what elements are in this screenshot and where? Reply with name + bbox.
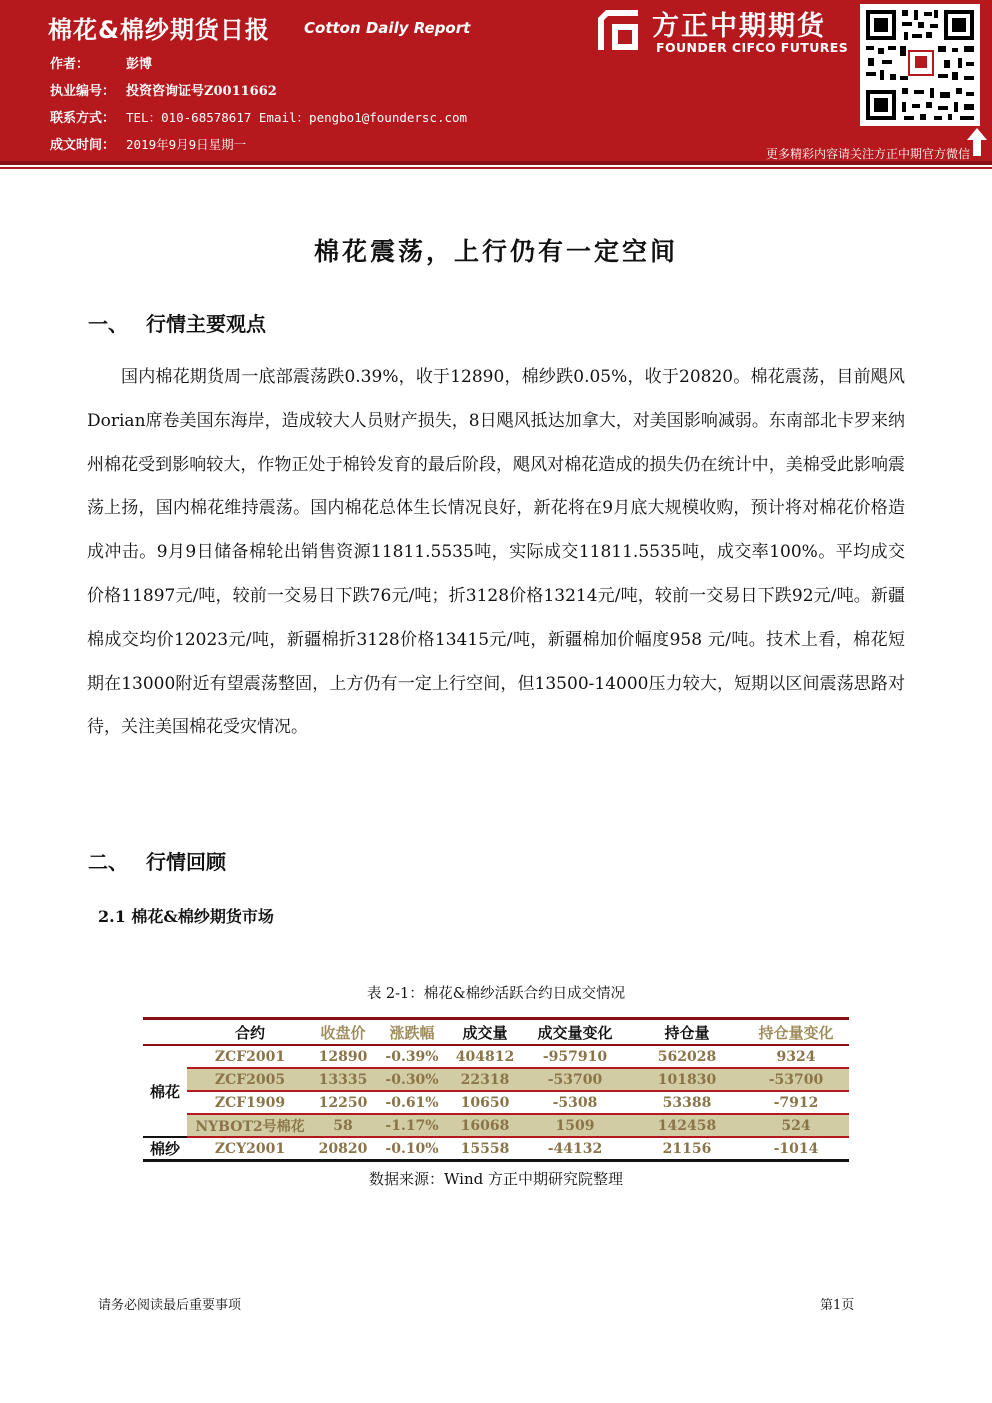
license-number: 投资咨询证号Z0011662 bbox=[126, 84, 277, 99]
author-label: 作者： bbox=[50, 57, 90, 72]
table-cell: -53700 bbox=[519, 1068, 631, 1091]
header-cell: 成交量变化 bbox=[519, 1019, 631, 1046]
table-header-row bbox=[143, 1019, 849, 1046]
footer-disclaimer-note: 请务必阅读最后重要事项 bbox=[98, 1298, 242, 1313]
table-cell: -7912 bbox=[773, 1094, 819, 1111]
date-label: 成文时间： bbox=[50, 138, 116, 153]
license-label: 执业编号： bbox=[50, 84, 116, 99]
section-number: 一、 bbox=[88, 312, 128, 336]
report-title: 棉花&棉纱期货日报 bbox=[48, 16, 270, 44]
section-number: 二、 bbox=[88, 850, 128, 874]
header-cell: 持仓量 bbox=[631, 1019, 743, 1046]
report-subtitle: Cotton Daily Report bbox=[304, 19, 471, 37]
table-cell: 21156 bbox=[631, 1137, 743, 1161]
market-view-paragraph: 国内棉花期货周一底部震荡跌0.39%，收于12890，棉纱跌0.05%，收于20820。棉花震荡，目前飓风Dorian席卷美国东海岸，造成较大人员财产损失，8日飓风抵达加拿大，对美国影响减弱。东南部北卡罗来纳州棉花受到影响较大，作物正处于棉铃发育的最后阶段，飓风对棉花造成的损失仍在统计中，美棉受此影响震荡上扬，国内棉花维持震荡。国内棉花总体生长情况良好，新花将在9月底大规模收购，预计将对棉花价格造成冲击。9月9日储备棉轮出销售资源11811.5535吨，实际成交11811.5535吨，成交率100%。平均成交价格11897元/吨，较前一交易日下跌76元/吨；折3128价格13214元/吨，较前一交易日下跌92元/吨。新疆棉成交均价12023元/吨，新疆棉折3128价格13415元/吨，新疆棉加价幅度958 元/吨。技术上看，棉花短期在13000附近有望震荡整固，上方仍有一定上行空间，但13500-14000压力较大，短期以区间震荡思路对待，关注美国棉花受灾情况。 bbox=[87, 367, 905, 738]
table-row bbox=[143, 1137, 849, 1161]
section-title: 行情主要观点 bbox=[146, 312, 266, 336]
author-name: 彭博 bbox=[126, 57, 153, 72]
table-caption: 表 2-1：棉花&棉纱活跃合约日成交情况 bbox=[366, 986, 626, 1002]
table-cell: 524 bbox=[743, 1114, 849, 1137]
table-cell: 58 bbox=[313, 1114, 373, 1137]
table-cell: 562028 bbox=[657, 1048, 717, 1065]
header-cell: 成交量 bbox=[451, 1019, 519, 1046]
header-cell: 合约 bbox=[187, 1019, 313, 1046]
header-cell: 收盘价 bbox=[313, 1019, 373, 1046]
table-row bbox=[143, 1114, 849, 1137]
table-cell: 404812 bbox=[455, 1048, 515, 1065]
header-cell: 持仓量变化 bbox=[743, 1019, 849, 1046]
group-label: 棉纱 bbox=[143, 1137, 187, 1161]
contact-info: TEL：010-68578617 Email：pengbo1@foundersc.com bbox=[126, 110, 468, 125]
document-title: 棉花震荡，上行仍有一定空间 bbox=[313, 237, 678, 266]
table-cell: -44132 bbox=[519, 1137, 631, 1161]
date-line bbox=[50, 134, 246, 153]
table-cell: -957910 bbox=[542, 1048, 608, 1065]
wechat-follow-note: 更多精彩内容请关注方正中期官方微信 bbox=[765, 147, 970, 161]
table-cell: ZCF1909 bbox=[214, 1094, 286, 1111]
founder-logo-icon bbox=[598, 10, 638, 50]
table-cell: ZCF2005 bbox=[187, 1068, 313, 1091]
section-heading-1 bbox=[88, 308, 266, 337]
header-divider bbox=[0, 161, 992, 165]
brand-name-en: FOUNDER CIFCO FUTURES bbox=[656, 40, 849, 55]
contact-label: 联系方式： bbox=[50, 111, 116, 126]
table-cell: -0.61% bbox=[385, 1094, 439, 1111]
report-date: 2019年9月9日星期一 bbox=[126, 137, 247, 152]
table-cell: -53700 bbox=[743, 1068, 849, 1091]
page-number: 第1页 bbox=[820, 1298, 855, 1313]
table-cell: 20820 bbox=[313, 1137, 373, 1161]
table-cell: 12890 bbox=[318, 1048, 368, 1065]
table-row bbox=[143, 1045, 849, 1068]
header-cell-group bbox=[143, 1019, 187, 1046]
table-cell: 13335 bbox=[313, 1068, 373, 1091]
table-cell: 9324 bbox=[776, 1048, 816, 1065]
table-cell: 10650 bbox=[460, 1094, 510, 1111]
header-divider-thin bbox=[0, 167, 992, 169]
table-cell: 142458 bbox=[631, 1114, 743, 1137]
table-cell: ZCF2001 bbox=[214, 1048, 286, 1065]
table-cell: 22318 bbox=[451, 1068, 519, 1091]
author-line bbox=[50, 53, 152, 72]
table-source: 数据来源：Wind 方正中期研究院整理 bbox=[369, 1170, 623, 1188]
table-cell: -0.30% bbox=[373, 1068, 451, 1091]
table-cell: 12250 bbox=[318, 1094, 368, 1111]
table-cell: 16068 bbox=[451, 1114, 519, 1137]
table-cell: 101830 bbox=[631, 1068, 743, 1091]
table-cell: -1.17% bbox=[373, 1114, 451, 1137]
header-cell: 涨跌幅 bbox=[373, 1019, 451, 1046]
table-cell: -1014 bbox=[743, 1137, 849, 1161]
table-row bbox=[143, 1091, 849, 1114]
license-line bbox=[50, 80, 277, 99]
section-heading-2 bbox=[88, 846, 226, 875]
table-cell: 53388 bbox=[662, 1094, 712, 1111]
futures-table bbox=[143, 1017, 849, 1162]
subsection-heading: 2.1 棉花&棉纱期货市场 bbox=[98, 907, 274, 926]
table-cell: -0.10% bbox=[373, 1137, 451, 1161]
section-title: 行情回顾 bbox=[146, 850, 226, 874]
table-row bbox=[143, 1068, 849, 1091]
table-cell: NYBOT2号棉花 bbox=[187, 1114, 313, 1137]
table-cell: -0.39% bbox=[385, 1048, 439, 1065]
report-header bbox=[0, 0, 992, 161]
brand-name-cn: 方正中期期货 bbox=[652, 11, 826, 42]
up-arrow-icon bbox=[967, 128, 987, 156]
table-cell: -5308 bbox=[552, 1094, 598, 1111]
table-cell: 1509 bbox=[519, 1114, 631, 1137]
table-cell: ZCY2001 bbox=[187, 1137, 313, 1161]
group-label: 棉花 bbox=[143, 1045, 187, 1137]
qr-code-icon[interactable] bbox=[860, 4, 980, 126]
contact-line bbox=[50, 107, 467, 126]
table-cell: 15558 bbox=[451, 1137, 519, 1161]
